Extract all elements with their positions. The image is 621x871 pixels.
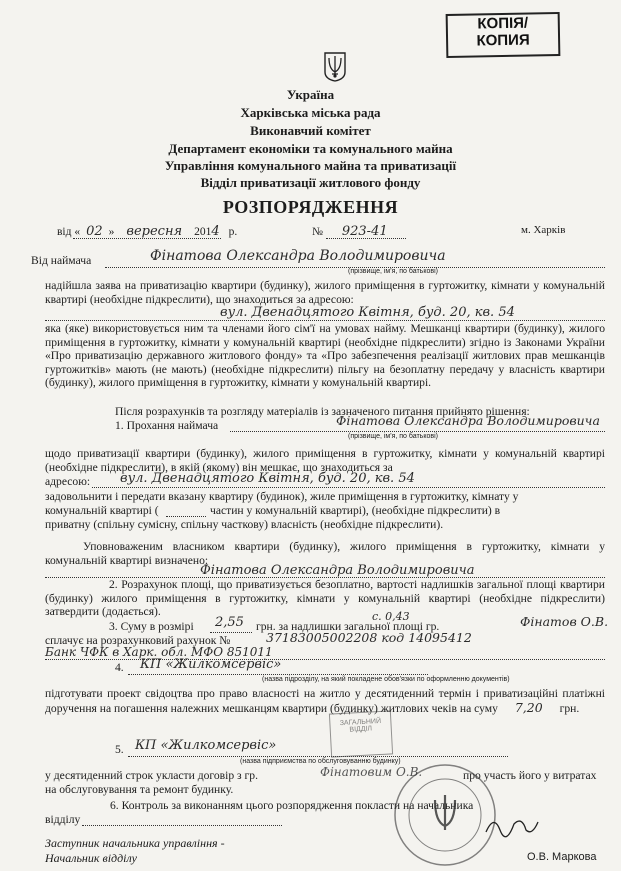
paragraph-transfer-a: задовольнити і передати вказану квартиру (будинок), жиле приміщення в гуртожитку, кімнату у [45, 490, 519, 503]
paragraph-transfer-b-pre: комунальній квартирі ( [45, 504, 159, 517]
item-3-bank: Банк ЧФК в Харк. обл. МФО 851011 [45, 645, 273, 659]
general-dept-stamp [329, 710, 393, 757]
tenant-name: Фінатова Олександра Володимировича [150, 248, 446, 264]
tenant-label: Від наймача [31, 254, 92, 267]
item-3-sum-underline [210, 632, 252, 633]
order-number-value: 923-41 [341, 224, 388, 239]
paragraph-owner: Уповноваженим власником квартири (будинку), жилого приміщення в гуртожитку, кімнати у комунальній квартирі визначено: [45, 540, 605, 567]
paragraph-decision: Після розрахунків та розгляду матеріалів із зазначеного питання прийнято рішення: [115, 405, 530, 418]
item-1-underline [230, 431, 605, 432]
paragraph-application: надійшла заява на приватизацію квартири (будинку), жилого приміщення в гуртожитку, кімнати у комунальній квартирі (необхідне підкреслити), що знаходиться за адресою: [45, 279, 605, 306]
owner-name: Фінатова Олександра Володимировича [200, 563, 475, 578]
item-1-label: 1. Прохання наймача [115, 419, 219, 432]
copy-stamp-line2: КОПИЯ [476, 31, 530, 50]
item-3-bank-underline [45, 659, 605, 660]
tenant-caption: (прізвище, ім'я, по батькові) [348, 268, 438, 275]
item-2: 2. Розрахунок площі, що приватизується безоплатно, вартості надлишків загальної площі квартири (будинку) жилого приміщення в гуртожитку, кімнати у комунальній квартирі (необхідне підкреслити) затвердити (додається). [45, 578, 605, 619]
header-division: Відділ приватизації житлового фонду [200, 175, 421, 190]
header-country: Україна [286, 87, 335, 102]
address-1-underline [45, 320, 605, 321]
date-year-end: р. [228, 226, 238, 238]
item-3-note: с. 0,43 [372, 610, 410, 623]
date-year-suffix: 4 [211, 224, 220, 239]
item-6-underline [82, 825, 282, 826]
paragraph-contract-name: Фінатовим О.В. [320, 765, 423, 779]
paragraph-contract-pre: у десятиденний строк укласти договір з гр. [45, 769, 258, 782]
date-underline [73, 238, 221, 239]
header-office: Управління комунального майна та приватизації [164, 158, 457, 173]
item-3-sum: 2,55 [215, 615, 244, 630]
signatory-name: О.В. Маркова [527, 851, 597, 863]
address-2: вул. Двенадцятого Квітня, буд. 20, кв. 54 [120, 471, 415, 486]
city: м. Харків [521, 224, 566, 236]
signatory-title-1: Заступник начальника управління - [45, 836, 225, 850]
date-year-prefix: 201 [194, 226, 212, 238]
share-underline [166, 516, 206, 517]
item-1-caption: (прізвище, ім'я, по батькові) [348, 433, 438, 440]
item-4-caption: (назва підрозділу, на який покладене обов'язки по оформленню документів) [262, 676, 510, 683]
item-1-name: Фінатова Олександра Володимировича [336, 413, 600, 428]
date-day: 02 [86, 224, 103, 239]
date-month: вересня [126, 224, 183, 239]
item-3-mid: грн. за надлишки загальної площі гр. [256, 620, 440, 633]
item-6: 6. Контроль за виконанням цього розпорядження покласти на начальника [110, 799, 474, 812]
item-3-name: Фінатов О.В. [520, 614, 609, 629]
item-6-dept: відділу [45, 813, 81, 826]
document-title: РОЗПОРЯДЖЕННЯ [222, 197, 399, 217]
item-5-caption: (назва підприємства по обслуговуванню будинку) [240, 758, 401, 765]
coat-of-arms-icon [324, 52, 346, 82]
header-committee: Виконавчий комітет [250, 123, 371, 138]
item-4-org: КП «Жилкомсервіс» [140, 657, 282, 672]
date-line [57, 224, 237, 239]
copy-stamp [446, 12, 561, 58]
paragraph-transfer-b-post: частин у комунальній квартирі), (необхідне підкреслити) в [210, 504, 501, 517]
item-5-pre: 5. [115, 743, 124, 756]
order-number-label: № [312, 226, 323, 238]
order-number [312, 224, 388, 239]
date-from-label: від « [57, 226, 81, 238]
item-3-pay-pre: сплачує на розрахунковий рахунок № [45, 634, 231, 647]
date-sep: » [108, 226, 115, 238]
paragraph-contract-post: про участь його у витратах [463, 769, 597, 782]
general-dept-stamp-text: ЗАГАЛЬНИЙ ВІДДІЛ [339, 717, 382, 734]
certificate-sum: 7,20 [514, 699, 543, 715]
header-council: Харківська міська рада [240, 105, 381, 120]
paragraph-certificate-text: підготувати проект свідоцтва про право власності на житло у десятиденний термін і приватизаційні платіжні доручення на погашення належних мешканцям квартири (будинку) житлових чеків на суму [45, 687, 605, 715]
signature-icon [482, 812, 542, 840]
item-3-account: 37183005002208 код 14095412 [266, 630, 472, 645]
item-4-underline [128, 674, 428, 675]
item-4-pre: 4. [115, 661, 124, 674]
paragraph-privatization: щодо приватизації квартири (будинку), жилого приміщення в гуртожитку, кімнати у комунальній квартирі (необхідне підкреслити), в якій (якому) він мешкає, що знаходиться за [45, 447, 605, 474]
copy-stamp-line1: КОПІЯ/ [477, 14, 529, 33]
paragraph-contract-b: на обслуговування та ремонт будинку. [45, 783, 234, 796]
item-5-underline [128, 756, 508, 757]
item-3-pre: 3. Суму в розмірі [109, 620, 194, 633]
paragraph-transfer-c: приватну (спільну сумісну, спільну часткову) власність (необхідне підкреслити). [45, 518, 444, 531]
signatory-title-2: Начальник відділу [45, 851, 137, 865]
paragraph-certificate [45, 687, 605, 715]
certificate-sum-unit: грн. [559, 701, 580, 715]
order-number-underline [326, 238, 406, 239]
address-1: вул. Двенадцятого Квітня, буд. 20, кв. 54 [220, 305, 515, 320]
item-5-org: КП «Жилкомсервіс» [135, 738, 277, 753]
header-department: Департамент економіки та комунального майна [168, 141, 453, 156]
paragraph-benefits: яка (яке) використовується ним та членами його сім'ї на умовах найму. Мешканці квартири (будинку), жилого приміщення в гуртожитку, кімнати у комунальній квартирі (необхідне підкреслити) згідно із Законами України «Про приватизацію державного житлового фонду» та «Про забезпечення реалізації житлових прав мешканців гуртожитків» мають (не мають) (необхідне підкреслити) пільгу на безоплатну передачу у власність квартири (будинку), жилого приміщення в гуртожитку, кімнати у комунальній квартирі. [45, 322, 605, 390]
address-2-label: адресою: [45, 475, 91, 488]
address-2-underline [92, 487, 605, 488]
